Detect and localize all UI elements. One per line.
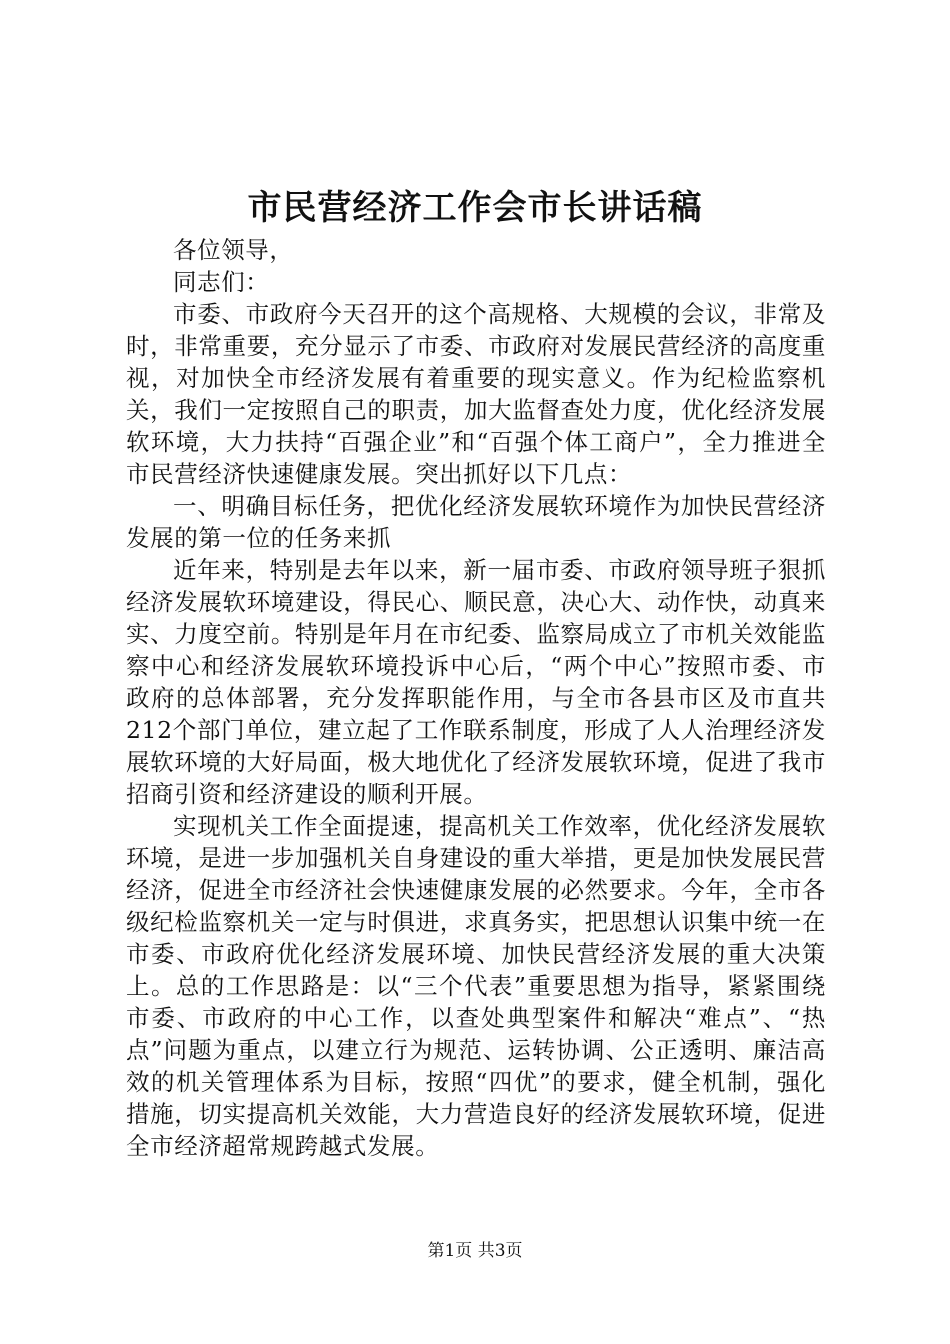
paragraph-work-approach: 实现机关工作全面提速，提高机关工作效率，优化经济发展软环境，是进一步加强机关自身建设的重大举措，更是加快发展民营经济，促进全市经济社会快速健康发展的必然要求。今年，全市各级纪检监察机关一定与时俱进，求真务实，把思想认识集中统一在市委、市政府优化经济发展环境、加快民营经济发展的重大决策上。总的工作思路是：以“三个代表”重要思想为指导，紧紧围绕市委、市政府的中心工作，以查处典型案件和解决“难点”、“热点”问题为重点，以建立行为规范、运转协调、公正透明、廉洁高效的机关管理体系为目标，按照“四优”的要求，健全机制，强化措施，切实提高机关效能，大力营造良好的经济发展软环境，促进全市经济超常规跨越式发展。 bbox=[126, 812, 826, 1160]
section-heading-1: 一、明确目标任务，把优化经济发展软环境作为加快民营经济发展的第一位的任务来抓 bbox=[126, 492, 826, 552]
paragraph-recent-years: 近年来，特别是去年以来，新一届市委、市政府领导班子狠抓经济发展软环境建设，得民心、顺民意，决心大、动作快，动真来实、力度空前。特别是年月在市纪委、监察局成立了市机关效能监察中心和经济发展软环境投诉中心后，“两个中心”按照市委、市政府的总体部署，充分发挥职能作用，与全市各县市区及市直共212个部门单位，建立起了工作联系制度，形成了人人治理经济发展软环境的大好局面，极大地优化了经济发展软环境，促进了我市招商引资和经济建设的顺利开展。 bbox=[126, 556, 826, 808]
salutation-leaders: 各位领导， bbox=[173, 236, 294, 264]
page-footer: 第1页 共3页 bbox=[427, 1241, 523, 1261]
document-body bbox=[126, 234, 826, 1162]
salutation-comrades: 同志们： bbox=[173, 268, 270, 296]
document-title: 市民营经济工作会市长讲话稿 bbox=[247, 188, 703, 228]
paragraph-intro: 市委、市政府今天召开的这个高规格、大规模的会议，非常及时，非常重要，充分显示了市委、市政府对发展民营经济的高度重视，对加快全市经济发展有着重要的现实意义。作为纪检监察机关，我们一定按照自己的职责，加大监督查处力度，优化经济发展软环境，大力扶持“百强企业”和“百强个体工商户”，全力推进全市民营经济快速健康发展。突出抓好以下几点： bbox=[126, 300, 826, 488]
